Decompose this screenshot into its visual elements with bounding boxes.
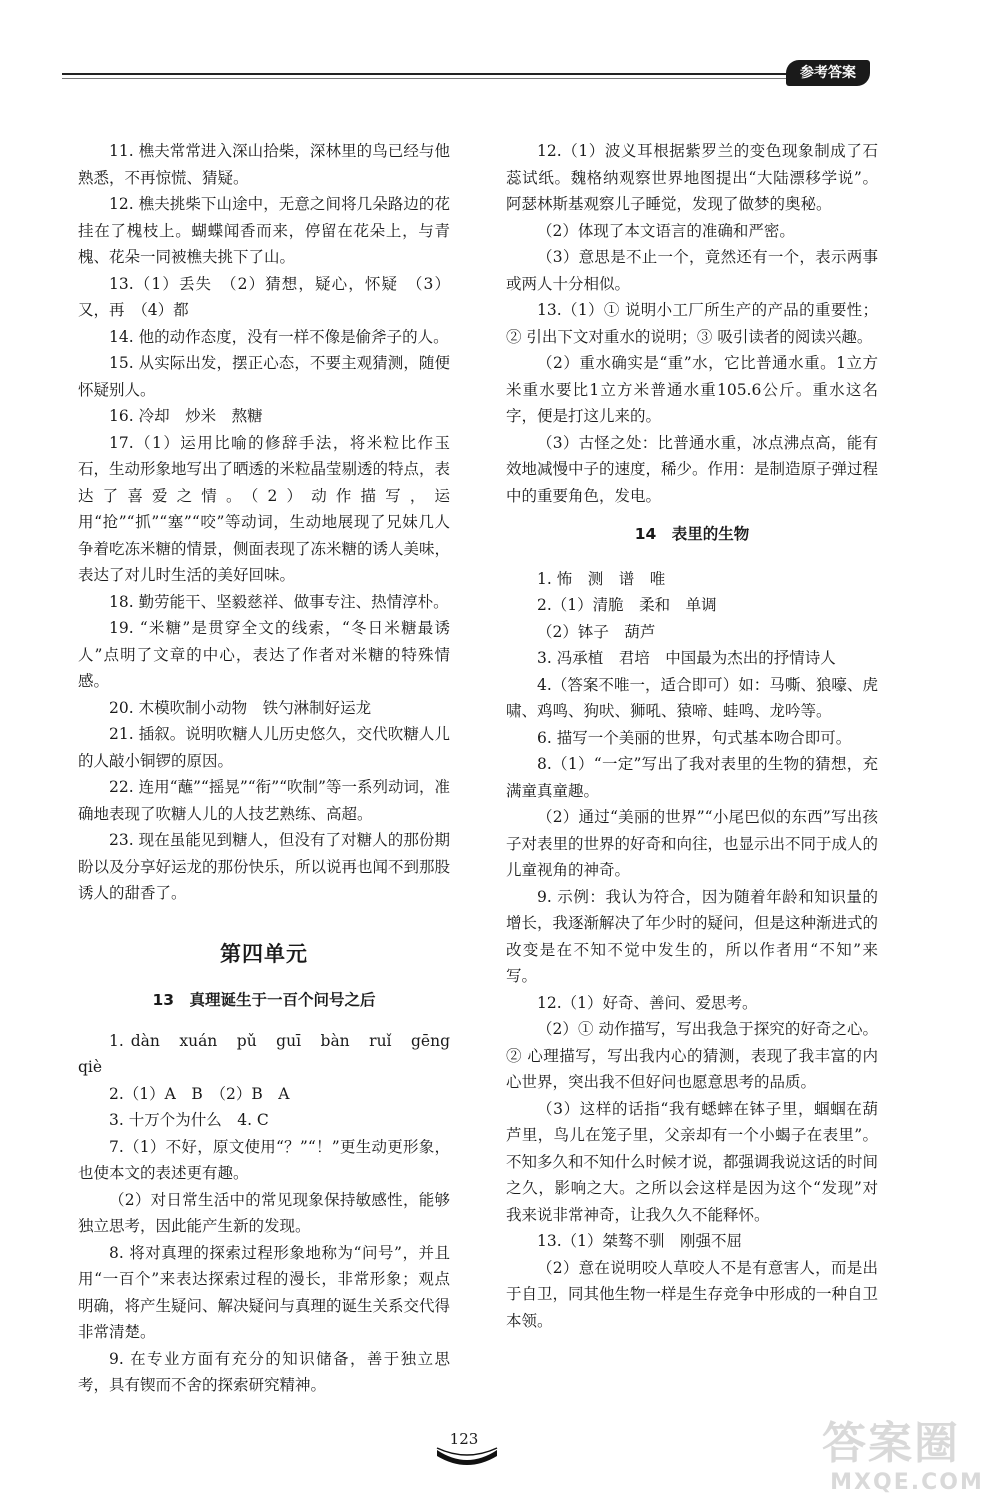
answer-paragraph: 9. 示例：我认为符合，因为随着年龄和知识量的增长，我逐渐解决了年少时的疑问，但是这种渐进式的改变是在不知不觉中发生的，所以作者用“不知”来写。: [506, 887, 879, 985]
answer-paragraph: 15. 从实际出发，摆正心态，不要主观猜测，随便怀疑别人。: [78, 354, 450, 399]
answer-paragraph: （3）古怪之处：比普通水重，冰点沸点高，能有效地减慢中子的速度，稀少。作用：是制造原子弹过程中的重要角色，发电。: [506, 433, 879, 505]
answer-paragraph: 12.（1）好奇、善问、爱思考。: [537, 993, 758, 1012]
answer-paragraph: （2）钵子 葫芦: [537, 622, 656, 641]
answer-paragraph: 13.（1）丢失 （2）猜想，疑心，怀疑 （3）又，再 （4）都: [78, 274, 450, 319]
answer-paragraph: （2）重水确实是“重”水，它比普通水重。1立方米重水要比1立方米普通水重105.6公斤。重水这名字，便是打这儿来的。: [506, 354, 878, 425]
right-answers-b: [506, 566, 878, 1335]
answer-paragraph: （2）对日常生活中的常见现象保持敏感性，能够独立思考，因此能产生新的发现。: [78, 1190, 450, 1235]
left-answers-a: [78, 138, 450, 907]
answer-paragraph: 8.（1）“一定”写出了我对表里的生物的猜想，充满童真童趣。: [506, 755, 878, 800]
watermark-logo: [822, 1418, 992, 1504]
header-rule-thin: [62, 78, 787, 79]
answer-paragraph: （2）体现了本文语言的准确和严密。: [537, 221, 795, 240]
answer-paragraph: 8. 将对真理的探索过程形象地称为“问号”，并且用“一百个”来表达探索过程的漫长，非常形象；观点明确，将产生疑问、解决疑问与真理的诞生关系交代得非常清楚。: [78, 1243, 451, 1341]
answer-paragraph: 9. 在专业方面有充分的知识储备，善于独立思考，具有锲而不舍的探索研究精神。: [78, 1349, 450, 1394]
answer-paragraph: （3）这样的话指“我有蟋蟀在钵子里，蝈蝈在葫芦里，鸟儿在笼子里，父亲却有一个小蝎子在表里”。不知多久和不知什么时候才说，都强调我说这话的时间之久，影响之大。之所以会这样是因为这个“发现”对我来说非常神奇，让我久久不能释怀。: [506, 1099, 879, 1224]
answer-paragraph: 2.（1）清脆 柔和 单调: [537, 596, 717, 614]
left-answers-b: [78, 1028, 466, 1399]
answer-paragraph: 13.（1）桀骜不驯 刚强不屈: [537, 1232, 743, 1250]
answer-paragraph: 11. 樵夫常常进入深山拾柴，深林里的鸟已经与他熟悉，不再惊慌、猜疑。: [78, 142, 450, 187]
answer-paragraph: （2）① 动作描写，写出我急于探究的好奇之心。② 心理描写，写出我内心的猜测，表现了我丰富的内心世界，突出我不但好问也愿意思考的品质。: [506, 1020, 878, 1091]
watermark-text: 答案圈: [822, 1418, 960, 1469]
answer-paragraph: 12. 樵夫挑柴下山途中，无意之间将几朵路边的花挂在了槐枝上。蝴蝶闻香而来，停留在花朵上，与青槐、花朵一同被樵夫挑下了山。: [78, 195, 450, 266]
answer-paragraph: 16. 冷却 炒米 熬糖: [109, 407, 263, 425]
lesson-title-13: 13 真理诞生于一百个问号之后: [152, 991, 376, 1009]
answer-paragraph: 3. 十万个为什么 4. C: [109, 1111, 269, 1129]
answer-paragraph: 17.（1）运用比喻的修辞手法，将米粒比作玉石，生动形象地写出了晒透的米粒晶莹剔透的特点，表达了喜爱之情。（2）动作描写，运用“抢”“抓”“塞”“咬”等动词，生动地展现了兄妹几人争着吃冻米糖的情景，侧面表现了冻米糖的诱人美味，表达了对儿时生活的美好回味。: [78, 433, 451, 584]
answer-paragraph: 21. 插叙。说明吹糖人儿历史悠久，交代吹糖人儿的人敲小铜锣的原因。: [78, 725, 450, 770]
answer-paragraph: 4.（答案不唯一，适合即可）如：马嘶、狼嚎、虎啸、鸡鸣、狗吠、狮吼、猿啼、蛙鸣、龙吟等。: [506, 675, 878, 720]
answer-paragraph: （3）意思是不止一个，竟然还有一个，表示两事或两人十分相似。: [506, 248, 878, 293]
unit-title: 第四单元: [220, 941, 308, 966]
answer-paragraph: 14. 他的动作态度，没有一样不像是偷斧子的人。: [109, 327, 449, 346]
watermark-domain: MXQE.COM: [830, 1470, 984, 1495]
answer-paragraph: 1. dàn xuán pǔ guī bàn ruǐ gēng qiè: [78, 1031, 466, 1076]
answer-paragraph: 12.（1）波义耳根据紫罗兰的变色现象制成了石蕊试纸。魏格纳观察世界地图提出“大陆漂移学说”。阿瑟林斯基观察儿子睡觉，发现了做梦的奥秘。: [506, 142, 878, 213]
answer-paragraph: 2.（1）A B （2）B A: [109, 1084, 290, 1103]
answer-paragraph: （2）意在说明咬人草咬人不是有意害人，而是出于自卫，同其他生物一样是生存竞争中形成的一种自卫本领。: [506, 1258, 879, 1330]
answer-paragraph: 13.（1）① 说明小工厂所生产的产品的重要性；② 引出下文对重水的说明；③ 吸引读者的阅读兴趣。: [506, 301, 878, 346]
answer-paragraph: 22. 连用“蘸”“摇晃”“衔”“吹制”等一系列动词，准确地表现了吹糖人儿的人技艺熟练、高超。: [78, 778, 450, 823]
answer-paragraph: 20. 木模吹制小动物 铁勺淋制好运龙: [109, 698, 372, 717]
answer-paragraph: 18. 勤劳能干、坚毅慈祥、做事专注、热情淳朴。: [109, 592, 449, 611]
answer-paragraph: 1. 怖 测 谱 唯: [537, 569, 666, 588]
answer-paragraph: 7.（1）不好，原文使用“？”“！”更生动更形象，也使本文的表述更有趣。: [78, 1137, 450, 1182]
answer-paragraph: 3. 冯承植 君培 中国最为杰出的抒情诗人: [537, 649, 836, 667]
answer-paragraph: 6. 描写一个美丽的世界，句式基本吻合即可。: [537, 728, 852, 747]
section-badge: 参考答案: [786, 60, 870, 86]
page-number: [433, 1426, 501, 1466]
answer-paragraph: （2）通过“美丽的世界”“小尾巴似的东西”写出孩子对表里的世界的好奇和向往，也显示出不同于成人的儿童视角的神奇。: [506, 808, 879, 879]
answer-paragraph: 23. 现在虽能见到糖人，但没有了对糖人的那份期盼以及分享好运龙的那份快乐，所以说再也闻不到那股诱人的甜香了。: [78, 831, 451, 902]
lesson-title-14: 14 表里的生物: [634, 525, 750, 543]
right-answers-a: [506, 138, 878, 509]
left-column: [78, 138, 466, 1399]
page-number-text: 123: [449, 1430, 479, 1448]
header-rule: [62, 73, 787, 75]
right-column: [506, 138, 878, 1334]
answer-paragraph: 19. “米糖”是贯穿全文的线索，“冬日米糖最诱人”点明了文章的中心，表达了作者对米糖的特殊情感。: [78, 619, 450, 690]
